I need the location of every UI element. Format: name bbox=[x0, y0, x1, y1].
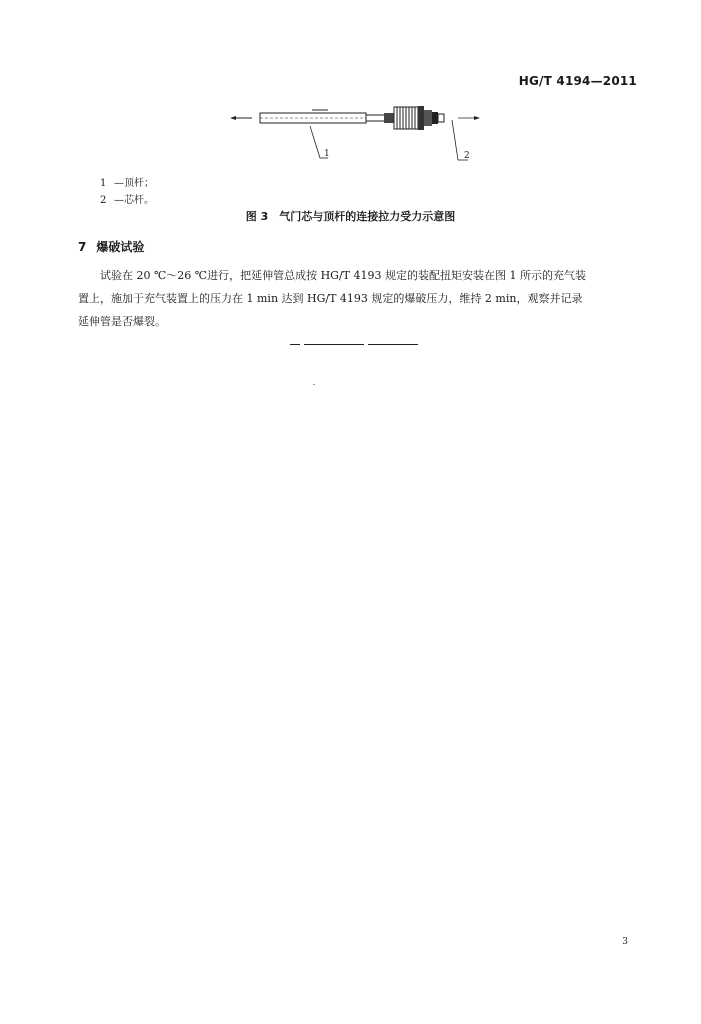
legend-number: 1 bbox=[100, 178, 107, 189]
standard-code: HG/T 4194—2011 bbox=[518, 74, 637, 88]
paragraph-line: 试验在 20 ℃～26 ℃进行，把延伸管总成按 HG/T 4193 规定的装配扭矩安装在图 1 所示的充气装 bbox=[100, 269, 586, 282]
end-rule bbox=[304, 344, 364, 345]
left-arrow-icon bbox=[230, 116, 252, 120]
legend-text: —顶杆； bbox=[114, 178, 154, 189]
section-title: 爆破试验 bbox=[96, 240, 145, 254]
legend-number: 2 bbox=[100, 195, 107, 206]
callout-2: 2 bbox=[464, 151, 470, 161]
push-rod-tube bbox=[260, 110, 366, 123]
paragraph-line: 延伸管是否爆裂。 bbox=[78, 315, 166, 328]
legend-item bbox=[100, 191, 154, 206]
legend-text: —芯杆。 bbox=[114, 195, 154, 206]
end-rule-segment bbox=[290, 344, 300, 345]
threaded-section bbox=[384, 106, 444, 130]
figure-caption: 图 3 气门芯与顶杆的连接拉力受力示意图 bbox=[245, 210, 456, 223]
section-heading bbox=[78, 238, 144, 255]
valve-core-figure bbox=[228, 98, 488, 172]
paragraph-line: 置上，施加于充气装置上的压力在 1 min 达到 HG/T 4193 规定的爆破压力，维持 2 min，观察并记录 bbox=[78, 292, 583, 305]
callout-1: 1 bbox=[324, 149, 330, 159]
scan-speck bbox=[313, 384, 315, 385]
section-number: 7 bbox=[78, 240, 87, 254]
legend-item bbox=[100, 174, 154, 189]
page-number: 3 bbox=[622, 937, 628, 947]
paragraph bbox=[78, 264, 638, 333]
end-rule-segment bbox=[368, 344, 418, 345]
right-arrow-icon bbox=[458, 116, 480, 120]
